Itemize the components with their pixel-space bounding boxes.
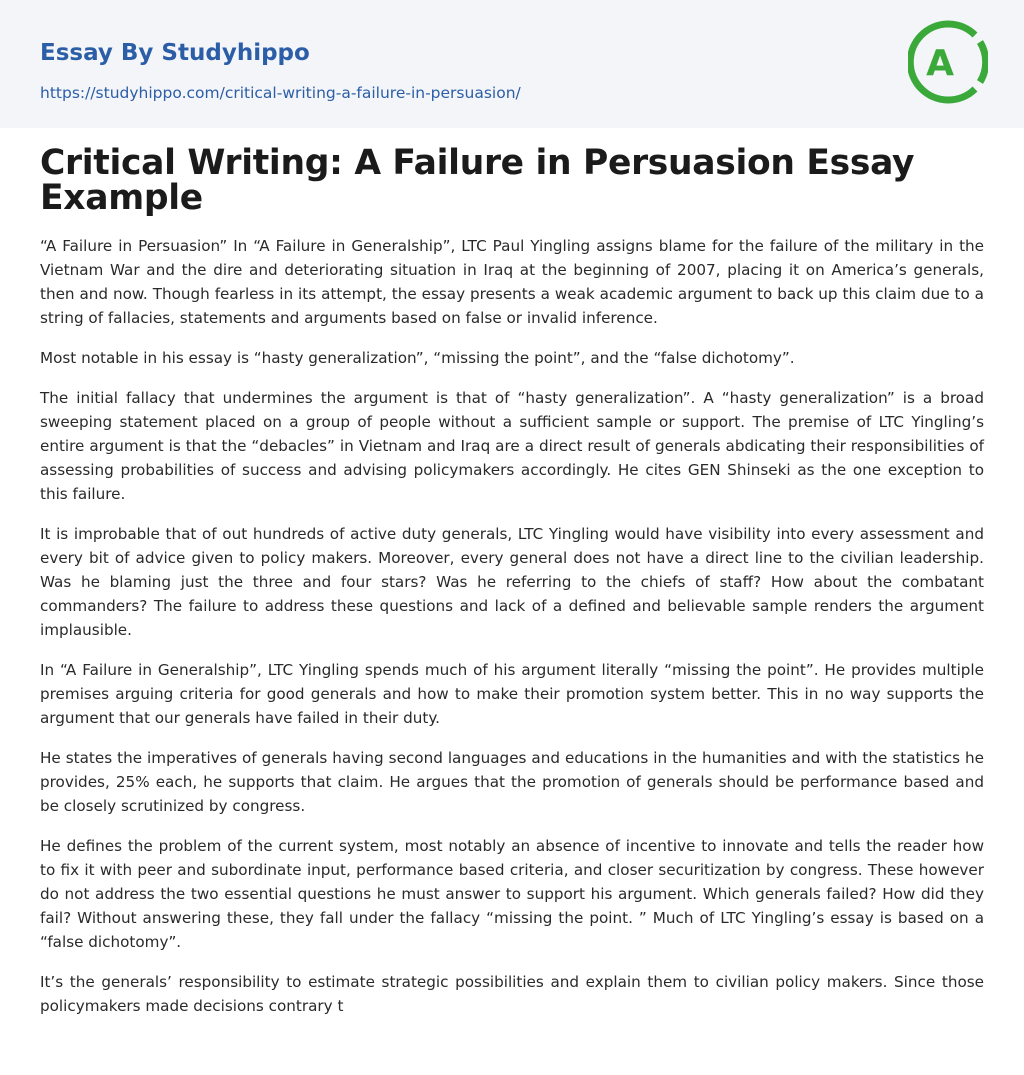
- essay-paragraph: He defines the problem of the current system, most notably an absence of incentive to innovate and tells the reader how to fix it with peer and subordinate input, performance based criteria, and closer securitization by congress. These however do not address the two essential questions he must answer to support his argument. Which generals failed? How did they fail? Without answering these, they fall under the fallacy “missing the point. ” Much of LTC Yingling’s essay is based on a “false dichotomy”.: [40, 837, 984, 951]
- essay-paragraph: The initial fallacy that undermines the argument is that of “hasty generalization”. A “hasty generalization” is a broad sweeping statement placed on a group of people without a sufficient sample or support. The premise of LTC Yingling’s entire argument is that the “debacles” in Vietnam and Iraq are a direct result of generals abdicating their responsibilities of assessing probabilities of success and advising policymakers accordingly. He cites GEN Shinseki as the one exception to this failure.: [40, 389, 984, 503]
- essay-paragraph: He states the imperatives of generals having second languages and educations in the humanities and with the statistics he provides, 25% each, he supports that claim. He argues that the promotion of generals should be performance based and be closely scrutinized by congress.: [40, 749, 984, 815]
- site-header: [0, 0, 1024, 128]
- essay-paragraph: It’s the generals’ responsibility to estimate strategic possibilities and explain them to civilian policy makers. Since those policymakers made decisions contrary t: [40, 973, 984, 1015]
- studyhippo-logo-icon[interactable]: [908, 16, 988, 108]
- site-brand[interactable]: Essay By Studyhippo: [40, 40, 310, 66]
- logo-ring-right: [980, 42, 986, 82]
- essay-paragraph: Most notable in his essay is “hasty generalization”, “missing the point”, and the “false dichotomy”.: [40, 349, 795, 367]
- essay-content: [40, 143, 984, 1018]
- essay-url-link[interactable]: https://studyhippo.com/critical-writing-a-failure-in-persuasion/: [40, 84, 521, 102]
- essay-title: Critical Writing: A Failure in Persuasion Essay Example: [40, 143, 915, 218]
- logo-letter: A: [926, 43, 954, 84]
- essay-paragraph: “A Failure in Persuasion” In “A Failure in Generalship”, LTC Paul Yingling assigns blame for the failure of the military in the Vietnam War and the dire and deteriorating situation in Iraq at the beginning of 2007, placing it on America’s generals, then and now. Though fearless in its attempt, the essay presents a weak academic argument to back up this claim due to a string of fallacies, statements and arguments based on false or invalid inference.: [40, 237, 984, 327]
- essay-paragraph: It is improbable that of out hundreds of active duty generals, LTC Yingling would have visibility into every assessment and every bit of advice given to policy makers. Moreover, every general does not have a direct line to the civilian leadership. Was he blaming just the three and four stars? Was he referring to the chiefs of staff? How about the combatant commanders? The failure to address these questions and lack of a defined and believable sample renders the argument implausible.: [40, 525, 984, 639]
- essay-paragraph: In “A Failure in Generalship”, LTC Yingling spends much of his argument literally “missing the point”. He provides multiple premises arguing criteria for good generals and how to make their promotion system better. This in no way supports the argument that our generals have failed in their duty.: [40, 661, 984, 727]
